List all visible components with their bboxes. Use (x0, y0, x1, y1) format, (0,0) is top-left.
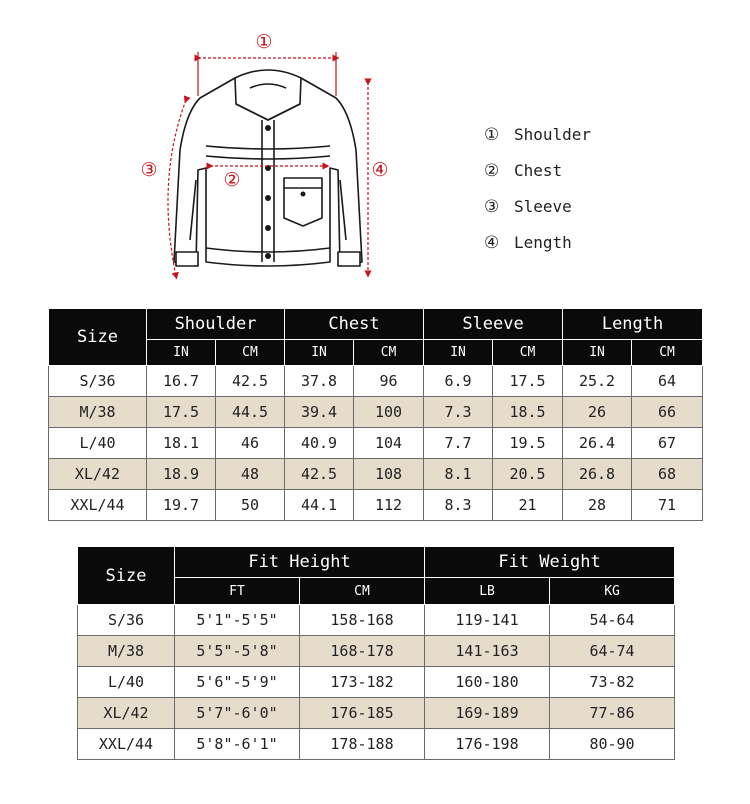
table-cell: 66 (632, 397, 703, 428)
legend-item-chest (484, 158, 684, 194)
table-group-header-row (49, 309, 703, 340)
table-cell: 8.1 (424, 459, 493, 490)
table-cell: 64-74 (550, 636, 675, 667)
legend-item-sleeve (484, 194, 684, 230)
fit-recommendation-table (77, 546, 675, 760)
table-cell: 112 (354, 490, 424, 521)
legend-label: Shoulder (514, 125, 592, 144)
table-cell: 16.7 (147, 366, 216, 397)
table-row (49, 397, 703, 428)
chest-header: Chest (285, 309, 424, 340)
table-cell: 100 (354, 397, 424, 428)
size-cell: L/40 (49, 428, 147, 459)
table-row (78, 605, 675, 636)
size-cell: S/36 (78, 605, 175, 636)
table-cell: 37.8 (285, 366, 354, 397)
table-cell: 7.7 (424, 428, 493, 459)
unit-header: CM (300, 578, 425, 605)
table-cell: 18.5 (493, 397, 563, 428)
measurement-legend (484, 122, 684, 266)
table-cell: 169-189 (425, 698, 550, 729)
table-row (49, 490, 703, 521)
unit-header: KG (550, 578, 675, 605)
table-cell: 46 (216, 428, 285, 459)
legend-label: Length (514, 233, 572, 252)
table-cell: 68 (632, 459, 703, 490)
marker-length: ④ (371, 159, 389, 181)
table-cell: 168-178 (300, 636, 425, 667)
legend-marker: ① (484, 125, 500, 145)
legend-item-shoulder (484, 122, 684, 158)
size-cell: XL/42 (49, 459, 147, 490)
table-row (49, 459, 703, 490)
table-cell: 80-90 (550, 729, 675, 760)
size-cell: M/38 (78, 636, 175, 667)
unit-header: IN (285, 340, 354, 366)
table-row (78, 667, 675, 698)
table-unit-header-row (49, 340, 703, 366)
marker-shoulder: ① (255, 31, 273, 53)
legend-marker: ② (484, 161, 500, 181)
table-cell: 42.5 (285, 459, 354, 490)
table-cell: 50 (216, 490, 285, 521)
table-row (78, 636, 675, 667)
table-cell: 160-180 (425, 667, 550, 698)
fit-weight-header: Fit Weight (425, 547, 675, 578)
table-cell: 67 (632, 428, 703, 459)
size-cell: S/36 (49, 366, 147, 397)
legend-label: Sleeve (514, 197, 572, 216)
size-cell: M/38 (49, 397, 147, 428)
shoulder-header: Shoulder (147, 309, 285, 340)
unit-header: CM (632, 340, 703, 366)
size-cell: XL/42 (78, 698, 175, 729)
table-cell: 54-64 (550, 605, 675, 636)
size-cell: L/40 (78, 667, 175, 698)
marker-chest: ② (223, 169, 241, 191)
table-row (78, 698, 675, 729)
table-row (49, 366, 703, 397)
length-header: Length (563, 309, 703, 340)
table-cell: 5'8"-6'1" (175, 729, 300, 760)
size-cell: XXL/44 (78, 729, 175, 760)
table-cell: 48 (216, 459, 285, 490)
table-cell: 44.5 (216, 397, 285, 428)
table-cell: 42.5 (216, 366, 285, 397)
table-cell: 19.7 (147, 490, 216, 521)
table-cell: 141-163 (425, 636, 550, 667)
legend-marker: ③ (484, 197, 500, 217)
table-cell: 5'6"-5'9" (175, 667, 300, 698)
table-cell: 176-198 (425, 729, 550, 760)
unit-header: CM (354, 340, 424, 366)
table-cell: 6.9 (424, 366, 493, 397)
table-cell: 19.5 (493, 428, 563, 459)
table-cell: 28 (563, 490, 632, 521)
table-cell: 173-182 (300, 667, 425, 698)
table-cell: 178-188 (300, 729, 425, 760)
table-cell: 5'1"-5'5" (175, 605, 300, 636)
unit-header: CM (493, 340, 563, 366)
table-cell: 73-82 (550, 667, 675, 698)
table-cell: 18.1 (147, 428, 216, 459)
table-row (78, 729, 675, 760)
size-cell: XXL/44 (49, 490, 147, 521)
size-column-header: Size (49, 309, 147, 366)
unit-header: IN (147, 340, 216, 366)
table-cell: 26.8 (563, 459, 632, 490)
table-cell: 26.4 (563, 428, 632, 459)
table-cell: 96 (354, 366, 424, 397)
unit-header: IN (563, 340, 632, 366)
table-cell: 5'7"-6'0" (175, 698, 300, 729)
table-cell: 108 (354, 459, 424, 490)
table-cell: 158-168 (300, 605, 425, 636)
unit-header: IN (424, 340, 493, 366)
table-cell: 18.9 (147, 459, 216, 490)
table-cell: 17.5 (493, 366, 563, 397)
table-cell: 176-185 (300, 698, 425, 729)
legend-label: Chest (514, 161, 563, 180)
size-column-header: Size (78, 547, 175, 605)
table-cell: 7.3 (424, 397, 493, 428)
table-cell: 20.5 (493, 459, 563, 490)
table-row (49, 428, 703, 459)
sleeve-header: Sleeve (424, 309, 563, 340)
table-cell: 5'5"-5'8" (175, 636, 300, 667)
table-cell: 25.2 (563, 366, 632, 397)
table-cell: 77-86 (550, 698, 675, 729)
table-group-header-row (78, 547, 675, 578)
table-cell: 71 (632, 490, 703, 521)
legend-item-length (484, 230, 684, 266)
table-cell: 21 (493, 490, 563, 521)
table-cell: 44.1 (285, 490, 354, 521)
fit-height-header: Fit Height (175, 547, 425, 578)
table-cell: 119-141 (425, 605, 550, 636)
table-cell: 64 (632, 366, 703, 397)
legend-marker: ④ (484, 233, 500, 253)
marker-sleeve: ③ (140, 159, 158, 181)
unit-header: CM (216, 340, 285, 366)
table-cell: 26 (563, 397, 632, 428)
table-cell: 17.5 (147, 397, 216, 428)
table-cell: 104 (354, 428, 424, 459)
table-cell: 39.4 (285, 397, 354, 428)
size-measurement-table (48, 308, 703, 521)
table-cell: 8.3 (424, 490, 493, 521)
table-cell: 40.9 (285, 428, 354, 459)
unit-header: FT (175, 578, 300, 605)
unit-header: LB (425, 578, 550, 605)
